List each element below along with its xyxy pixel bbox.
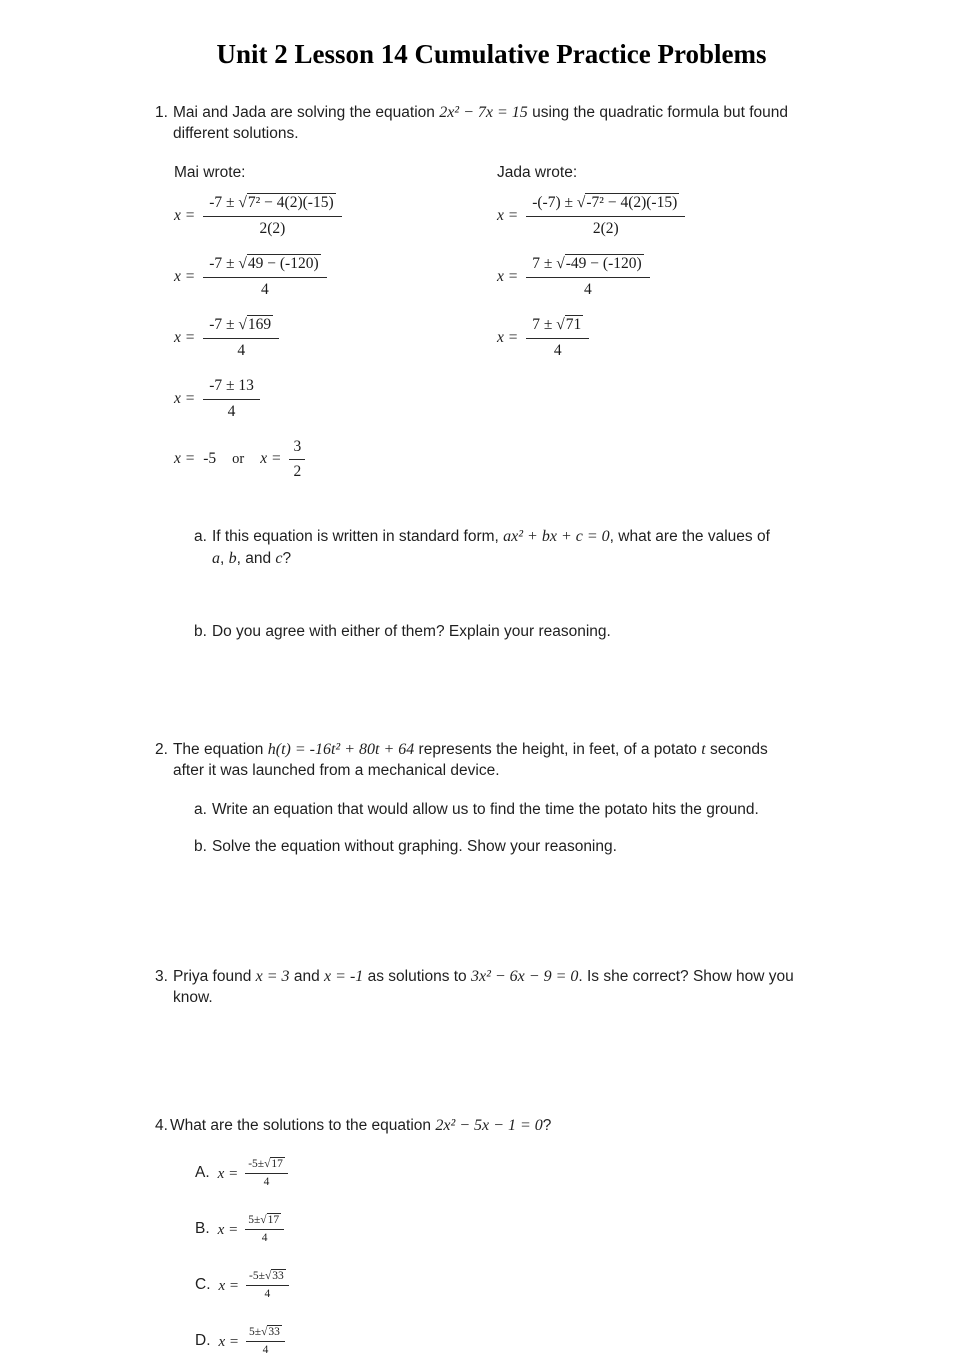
inline-equation: 2x² − 7x = 15	[439, 104, 528, 122]
radicand: 33	[268, 1325, 280, 1338]
denominator: 4	[264, 1288, 271, 1301]
denominator: 2(2)	[592, 220, 619, 238]
square-root	[238, 193, 335, 211]
option-label: C.	[195, 1276, 211, 1294]
fraction	[526, 193, 685, 240]
math-variable: a	[212, 550, 220, 568]
equation-lhs: x =	[174, 450, 196, 468]
numerator-prefix: -7 ±	[209, 255, 239, 273]
radical-icon: √	[264, 1269, 272, 1282]
fraction	[203, 376, 260, 423]
problem-3	[155, 966, 828, 1009]
fraction	[203, 193, 341, 240]
mai-step-1	[174, 193, 497, 240]
math-variable: b	[228, 550, 237, 568]
part-label: a.	[194, 528, 207, 546]
inline-equation: 2x² − 5x − 1 = 0	[435, 1116, 543, 1134]
part-text: Solve the equation without graphing. Show your reasoning.	[211, 837, 617, 855]
jada-label: Jada wrote:	[497, 164, 578, 182]
jada-step-3	[497, 315, 828, 362]
answer-options	[195, 1157, 828, 1359]
inline-equation: x = -1	[324, 967, 364, 985]
radicand: 71	[565, 315, 582, 333]
numerator-prefix: -7 ±	[209, 194, 239, 212]
numerator-prefix: 5±	[249, 1325, 262, 1338]
numerator: 3	[289, 437, 305, 460]
math-variable: c	[275, 550, 283, 568]
square-root	[261, 1325, 282, 1338]
fraction	[246, 1325, 285, 1359]
part-text: ?	[282, 550, 292, 568]
inline-equation: ax² + bx + c = 0	[503, 528, 610, 546]
problem-4-statement	[155, 1115, 800, 1137]
math-variable: t	[701, 741, 706, 759]
square-root	[556, 315, 583, 333]
part-label: b.	[194, 837, 207, 855]
radical-icon: √	[238, 194, 247, 212]
problem-2	[155, 739, 828, 858]
problem-4	[155, 1115, 828, 1359]
square-root	[265, 1269, 286, 1282]
radicand: -7² − 4(2)(-15)	[586, 194, 678, 212]
problem-1-part-a	[155, 526, 775, 570]
denominator: 4	[261, 280, 269, 298]
numerator: -7 ± 13	[203, 376, 260, 400]
part-text: Do you agree with either of them? Explain your reasoning.	[211, 623, 611, 641]
fraction	[245, 1213, 284, 1247]
part-text: Write an equation that would allow us to find the time the potato hits the ground.	[211, 801, 759, 819]
jada-step-1	[497, 193, 828, 240]
denominator: 4	[584, 280, 592, 298]
square-root	[260, 1213, 281, 1226]
numerator-prefix: -7 ±	[209, 315, 239, 333]
radical-icon: √	[576, 194, 586, 212]
or-word: or	[232, 450, 245, 467]
option-d	[195, 1325, 828, 1359]
denominator: 2	[293, 462, 302, 480]
problem-text: using the quadratic formula but found different solutions.	[173, 104, 789, 143]
equation-lhs: x =	[497, 328, 519, 346]
radical-icon: √	[238, 315, 247, 333]
radicand: 17	[267, 1213, 280, 1226]
part-label: b.	[194, 623, 207, 641]
equation-lhs: x =	[174, 389, 196, 407]
numerator-prefix: -(-7) ±	[532, 194, 577, 212]
equation-lhs: x =	[217, 1165, 239, 1182]
problem-text: ?	[542, 1116, 552, 1134]
mai-work-column	[174, 163, 497, 496]
problem-text: as solutions to	[363, 967, 471, 985]
equation-lhs: x =	[260, 450, 282, 468]
square-root	[238, 254, 320, 272]
equation-lhs: x =	[218, 1277, 240, 1294]
radical-icon: √	[264, 1157, 271, 1170]
problem-text: What are the solutions to the equation	[169, 1116, 436, 1134]
numerator-prefix: -5±	[248, 1157, 265, 1170]
equation-lhs: x =	[497, 268, 519, 285]
fraction	[526, 315, 589, 362]
problem-number: 2.	[155, 741, 168, 759]
mai-label: Mai wrote:	[174, 164, 246, 182]
equation-lhs: x =	[174, 268, 196, 285]
part-text: If this equation is written in standard form,	[211, 528, 504, 546]
radicand: 17	[271, 1157, 283, 1170]
denominator: 4	[553, 341, 562, 359]
denominator: 2(2)	[259, 220, 286, 238]
numerator-prefix: 7 ±	[532, 255, 557, 273]
square-root	[264, 1157, 285, 1170]
mai-step-4	[174, 376, 497, 423]
denominator: 4	[227, 402, 236, 420]
problem-text: Mai and Jada are solving the equation	[172, 104, 440, 122]
equation-lhs: x =	[497, 207, 519, 225]
radical-icon: √	[238, 255, 247, 273]
radicand: 169	[247, 315, 272, 333]
square-root	[238, 315, 273, 333]
inline-equation: h(t) = -16t² + 80t + 64	[267, 741, 415, 759]
problem-1-statement	[155, 102, 800, 145]
equation-lhs: x =	[218, 1333, 240, 1350]
mai-final-answer	[174, 437, 497, 483]
problem-text: Priya found	[172, 967, 256, 985]
fraction	[203, 254, 326, 301]
page-title: Unit 2 Lesson 14 Cumulative Practice Problems	[216, 39, 767, 69]
equation-lhs: x =	[217, 1221, 239, 1238]
denominator: 4	[263, 1176, 270, 1189]
square-root	[556, 254, 643, 272]
problem-number: 3.	[155, 967, 168, 985]
radicand: 7² − 4(2)(-15)	[247, 194, 334, 212]
part-label: a.	[194, 801, 207, 819]
student-work-columns	[174, 163, 828, 496]
radical-icon: √	[260, 1213, 267, 1226]
problem-text: and	[289, 967, 325, 985]
denominator: 4	[261, 1232, 268, 1245]
problem-text: . Is she correct? Show how you know.	[173, 967, 794, 1006]
numerator-prefix: 5±	[248, 1213, 261, 1226]
option-c	[195, 1269, 828, 1303]
square-root	[577, 193, 679, 211]
fraction	[245, 1157, 288, 1191]
problem-number: 1.	[155, 104, 168, 122]
problem-2-part-b	[155, 837, 775, 858]
option-label: B.	[195, 1220, 210, 1238]
radical-icon: √	[261, 1325, 268, 1338]
mai-step-3	[174, 315, 497, 362]
radicand: -49 − (-120)	[565, 255, 642, 273]
problem-2-statement	[155, 739, 800, 782]
problem-1-part-b	[155, 622, 775, 643]
problem-3-statement	[155, 966, 800, 1009]
part-text: , and	[236, 550, 276, 568]
denominator: 4	[237, 341, 246, 359]
fraction	[203, 315, 279, 362]
solution-value: -5	[203, 450, 217, 468]
denominator: 4	[262, 1344, 269, 1357]
part-text: ,	[220, 550, 229, 568]
numerator-prefix: 7 ±	[532, 315, 557, 333]
mai-step-2	[174, 254, 497, 301]
option-a	[195, 1157, 828, 1191]
radical-icon: √	[556, 315, 565, 333]
problem-text: represents the height, in feet, of a potato	[414, 741, 702, 759]
problem-1	[155, 102, 828, 643]
inline-equation: x = 3	[255, 967, 290, 985]
option-b	[195, 1213, 828, 1247]
radical-icon: √	[556, 255, 565, 273]
part-text: , what are the values of	[609, 528, 770, 546]
radicand: 33	[272, 1269, 284, 1282]
jada-step-2	[497, 254, 828, 301]
option-label: A.	[195, 1164, 210, 1182]
problem-text: The equation	[172, 741, 268, 759]
option-label: D.	[195, 1332, 211, 1350]
equation-lhs: x =	[174, 207, 196, 225]
radicand: 49 − (-120)	[247, 255, 319, 273]
fraction	[289, 437, 305, 483]
problem-number: 4.	[155, 1116, 168, 1134]
inline-equation: 3x² − 6x − 9 = 0	[470, 967, 579, 985]
numerator-prefix: -5±	[249, 1269, 265, 1282]
jada-work-column	[497, 163, 828, 496]
equation-lhs: x =	[174, 328, 196, 346]
problem-2-part-a	[155, 800, 775, 821]
problem-text: seconds after it was launched from a mechanical device.	[173, 741, 768, 780]
fraction	[246, 1269, 289, 1303]
fraction	[526, 254, 649, 301]
